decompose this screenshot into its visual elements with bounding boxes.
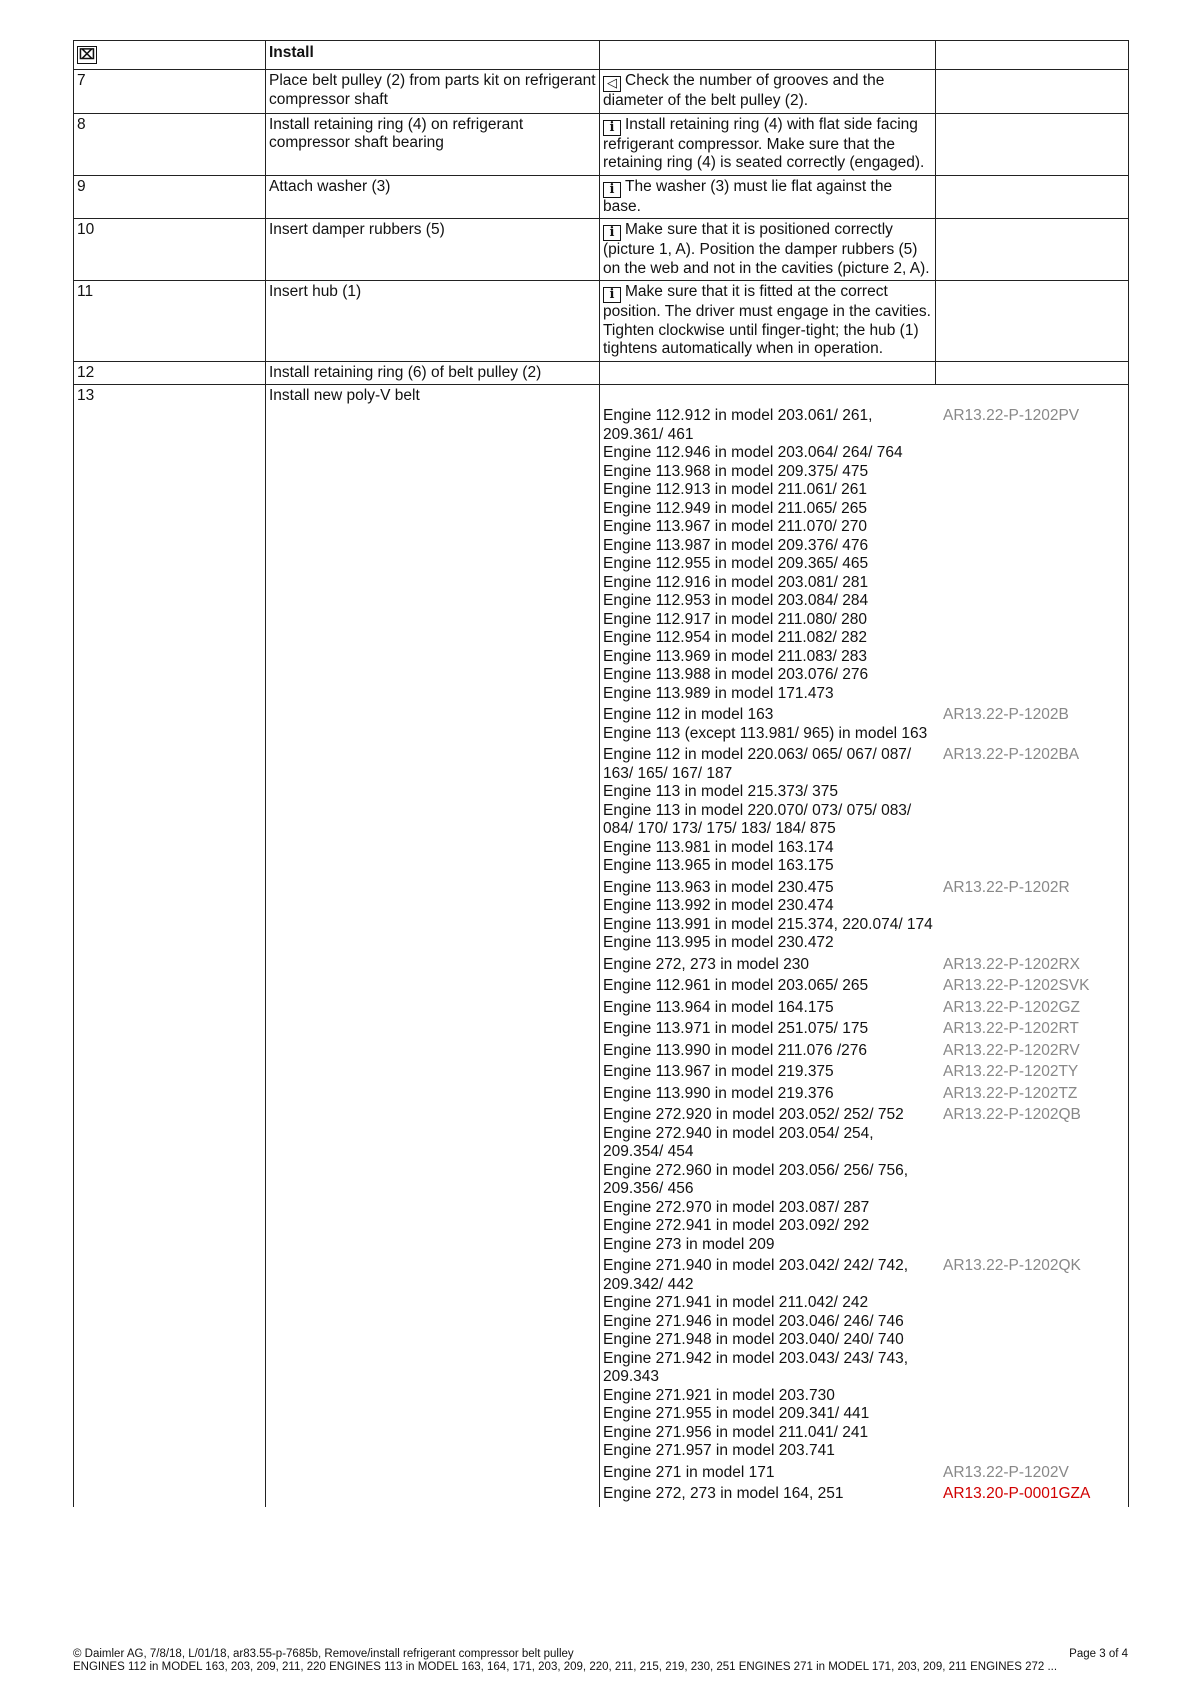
step-number: 13 [74, 385, 266, 1507]
step-note-cell [600, 219, 936, 281]
engine-ref-group [600, 956, 1128, 975]
step-ref-cell [936, 113, 1129, 175]
step-ref-cell [936, 175, 1129, 219]
repair-doc-link[interactable]: AR13.22-P-1202V [943, 1463, 1069, 1481]
toolbox-icon: ⌧ [78, 47, 96, 63]
engine-model-line: Engine 113.967 in model 219.375 [603, 1063, 834, 1080]
engine-model-line: Engine 112.961 in model 203.065/ 265 [603, 977, 869, 994]
engine-model-line: Engine 272.941 in model 203.092/ 292 [603, 1217, 870, 1234]
engine-model-line: Engine 112.946 in model 203.064/ 264/ 764 [603, 444, 903, 461]
step-note-cell [600, 281, 936, 362]
engine-model-line: Engine 272, 273 in model 164, 251 [603, 1485, 844, 1502]
engine-ref-group [600, 999, 1128, 1018]
info-icon: i [603, 287, 621, 303]
engine-model-line: Engine 112.954 in model 211.082/ 282 [603, 629, 867, 646]
step-number: 10 [74, 219, 266, 281]
document-page [73, 40, 1128, 1507]
engine-model-line: Engine 112.917 in model 211.080/ 280 [603, 610, 867, 628]
engine-model-line: Engine 113 (except 113.981/ 965) in model 163 [603, 724, 928, 742]
step-ref-cell [936, 219, 1129, 281]
engine-ref-group [600, 1020, 1128, 1039]
repair-doc-link[interactable]: AR13.22-P-1202TZ [943, 1084, 1078, 1102]
step-action: Attach washer (3) [266, 175, 600, 219]
engine-ref-group [600, 977, 1128, 996]
step-row [74, 385, 1129, 1507]
repair-doc-link[interactable]: AR13.22-P-1202QK [943, 1257, 1081, 1274]
install-steps-table [73, 40, 1129, 1507]
step-ref-cell [936, 70, 1129, 114]
step-note-cell [600, 113, 936, 175]
repair-doc-link[interactable]: AR13.22-P-1202RT [943, 1020, 1079, 1037]
step-action: Insert damper rubbers (5) [266, 219, 600, 281]
step-note [603, 116, 932, 173]
engine-ref-group [600, 1085, 1128, 1104]
engine-model-line: Engine 272.920 in model 203.052/ 252/ 752 [603, 1106, 904, 1123]
engine-ref-group [600, 1464, 1128, 1483]
engine-model-line: Engine 113.969 in model 211.083/ 283 [603, 647, 867, 665]
engine-model-line: Engine 113 in model 220.070/ 073/ 075/ 083/ 084/ 170/ 173/ 175/ 183/ 184/ 875 [603, 801, 912, 837]
step-note-text: Make sure that it is fitted at the correct position. The driver must engage in the cavities. Tighten clockwise until finger-tight; the hub (1) tightens automatically when in operation. [603, 283, 931, 357]
repair-doc-link[interactable]: AR13.22-P-1202R [943, 878, 1070, 896]
step-row [74, 175, 1129, 219]
step-row [74, 113, 1129, 175]
step-note [603, 72, 932, 111]
check-gauge-icon: ◁ [603, 76, 621, 92]
engine-model-line: Engine 112 in model 163 [603, 706, 774, 723]
engine-model-line: Engine 272.960 in model 203.056/ 256/ 756, 209.356/ 456 [603, 1161, 909, 1197]
header-row [74, 41, 1129, 70]
engine-model-line: Engine 271.940 in model 203.042/ 242/ 742, 209.342/ 442 [603, 1257, 909, 1293]
step-row [74, 70, 1129, 114]
repair-doc-link[interactable]: AR13.22-P-1202RV [943, 1041, 1080, 1059]
step-action: Place belt pulley (2) from parts kit on refrigerant compressor shaft [266, 70, 600, 114]
engine-model-line: Engine 271 in model 171 [603, 1463, 775, 1481]
step-note-text: Install retaining ring (4) with flat side facing refrigerant compressor. Make sure that the retaining ring (4) is seated correctly (engaged). [603, 115, 925, 171]
step-note-text: Check the number of grooves and the diameter of the belt pulley (2). [603, 72, 885, 109]
engine-ref-group [600, 706, 1128, 743]
footer-page-number: Page 3 of 4 [1069, 1648, 1128, 1660]
footer-source: © Daimler AG, 7/8/18, L/01/18, ar83.55-p-7685b, Remove/install refrigerant compressor belt pulley [73, 1648, 574, 1660]
engine-reference-list [600, 385, 1129, 1507]
step-action: Insert hub (1) [266, 281, 600, 362]
footer-applicability: ENGINES 112 in MODEL 163, 203, 209, 211, 220 ENGINES 113 in MODEL 163, 164, 171, 203, 209, 220, 211, 215, 219, 230, 251 ENGINES 271 in MODEL 171, 203, 209, 211 ENGINES 272 ... [73, 1661, 1058, 1673]
step-action: Install retaining ring (4) on refrigerant compressor shaft bearing [266, 113, 600, 175]
engine-model-line: Engine 113.987 in model 209.376/ 476 [603, 536, 869, 554]
step-note-text: The washer (3) must lie flat against the base. [603, 177, 893, 215]
step-note [603, 178, 932, 217]
engine-model-line: Engine 271.957 in model 203.741 [603, 1442, 835, 1459]
step-row [74, 361, 1129, 385]
engine-model-line: Engine 272.970 in model 203.087/ 287 [603, 1198, 870, 1216]
engine-model-line: Engine 112.955 in model 209.365/ 465 [603, 555, 869, 572]
engine-model-line: Engine 112.953 in model 203.084/ 284 [603, 592, 869, 609]
step-ref-cell [936, 361, 1129, 385]
repair-doc-link[interactable]: AR13.22-P-1202BA [943, 746, 1080, 763]
engine-model-line: Engine 271.942 in model 203.043/ 243/ 743, 209.343 [603, 1349, 909, 1385]
engine-model-line: Engine 113.965 in model 163.175 [603, 857, 834, 874]
engine-model-line: Engine 272, 273 in model 230 [603, 955, 809, 973]
engine-model-line: Engine 271.946 in model 203.046/ 246/ 746 [603, 1312, 904, 1330]
engine-model-line: Engine 271.921 in model 203.730 [603, 1386, 835, 1404]
engine-model-line: Engine 112.949 in model 211.065/ 265 [603, 499, 867, 517]
engine-model-line: Engine 271.948 in model 203.040/ 240/ 740 [603, 1331, 904, 1348]
engine-model-line: Engine 113.988 in model 203.076/ 276 [603, 666, 869, 683]
engine-model-line: Engine 271.956 in model 211.041/ 241 [603, 1423, 869, 1441]
step-note-cell [600, 70, 936, 114]
engine-model-line: Engine 113.990 in model 219.376 [603, 1084, 834, 1102]
step-number: 11 [74, 281, 266, 362]
engine-model-line: Engine 112.912 in model 203.061/ 261, 209.361/ 461 [603, 407, 873, 443]
engine-model-line: Engine 112 in model 220.063/ 065/ 067/ 087/ 163/ 165/ 167/ 187 [603, 746, 912, 782]
header-icon-cell [74, 41, 266, 70]
engine-model-line: Engine 113.989 in model 171.473 [603, 684, 834, 702]
engine-model-line: Engine 113.981 in model 163.174 [603, 838, 834, 856]
engine-model-line: Engine 113.992 in model 230.474 [603, 897, 834, 914]
engine-model-line: Engine 113.991 in model 215.374, 220.074/ 174 [603, 915, 933, 933]
step-ref-cell [936, 281, 1129, 362]
step-number: 7 [74, 70, 266, 114]
repair-doc-link[interactable]: AR13.22-P-1202B [943, 706, 1069, 723]
engine-model-line: Engine 273 in model 209 [603, 1235, 775, 1253]
repair-doc-link[interactable]: AR13.22-P-1202PV [943, 407, 1080, 424]
info-icon: i [603, 120, 621, 136]
engine-model-line: Engine 113.971 in model 251.075/ 175 [603, 1020, 869, 1037]
repair-doc-link[interactable]: AR13.20-P-0001GZA [943, 1485, 1091, 1502]
engine-ref-group [600, 1485, 1128, 1504]
page-footer [73, 1648, 1128, 1674]
repair-doc-link[interactable]: AR13.22-P-1202RX [943, 955, 1080, 973]
step-row [74, 219, 1129, 281]
step-note [603, 283, 932, 359]
engine-model-line: Engine 113 in model 215.373/ 375 [603, 783, 838, 800]
step-number: 8 [74, 113, 266, 175]
section-title: Install [266, 41, 600, 70]
engine-ref-group [600, 879, 1128, 953]
repair-doc-link[interactable]: AR13.22-P-1202TY [943, 1063, 1079, 1080]
engine-ref-group [600, 1106, 1128, 1254]
engine-model-line: Engine 113.967 in model 211.070/ 270 [603, 518, 867, 535]
step-note-text: Make sure that it is positioned correctly (picture 1, A). Position the damper rubbers (5) on the web and not in the cavities (picture 2, A). [603, 221, 930, 277]
engine-ref-group [600, 1063, 1128, 1082]
engine-ref-group [600, 1257, 1128, 1461]
repair-doc-link[interactable]: AR13.22-P-1202SVK [943, 977, 1090, 994]
engine-ref-group [600, 407, 1128, 703]
step-note [603, 221, 932, 278]
engine-ref-group [600, 1042, 1128, 1061]
step-number: 12 [74, 361, 266, 385]
step-note-cell [600, 361, 936, 385]
step-note-cell [600, 175, 936, 219]
step-row [74, 281, 1129, 362]
engine-model-line: Engine 113.963 in model 230.475 [603, 878, 834, 896]
step-number: 9 [74, 175, 266, 219]
engine-model-line: Engine 112.913 in model 211.061/ 261 [603, 481, 867, 498]
repair-doc-link[interactable]: AR13.22-P-1202GZ [943, 998, 1080, 1016]
engine-model-line: Engine 113.964 in model 164.175 [603, 998, 834, 1016]
step-action: Install new poly-V belt [266, 385, 600, 1507]
engine-model-line: Engine 113.990 in model 211.076 /276 [603, 1041, 867, 1059]
engine-model-line: Engine 272.940 in model 203.054/ 254, 209.354/ 454 [603, 1124, 874, 1160]
engine-model-line: Engine 112.916 in model 203.081/ 281 [603, 573, 869, 591]
engine-model-line: Engine 113.968 in model 209.375/ 475 [603, 462, 869, 480]
info-icon: i [603, 182, 621, 198]
engine-ref-group [600, 746, 1128, 876]
engine-model-line: Engine 113.995 in model 230.472 [603, 934, 834, 951]
engine-model-line: Engine 271.941 in model 211.042/ 242 [603, 1294, 869, 1311]
engine-model-line: Engine 271.955 in model 209.341/ 441 [603, 1405, 870, 1422]
repair-doc-link[interactable]: AR13.22-P-1202QB [943, 1106, 1081, 1123]
info-icon: i [603, 225, 621, 241]
step-action: Install retaining ring (6) of belt pulley (2) [266, 361, 600, 385]
